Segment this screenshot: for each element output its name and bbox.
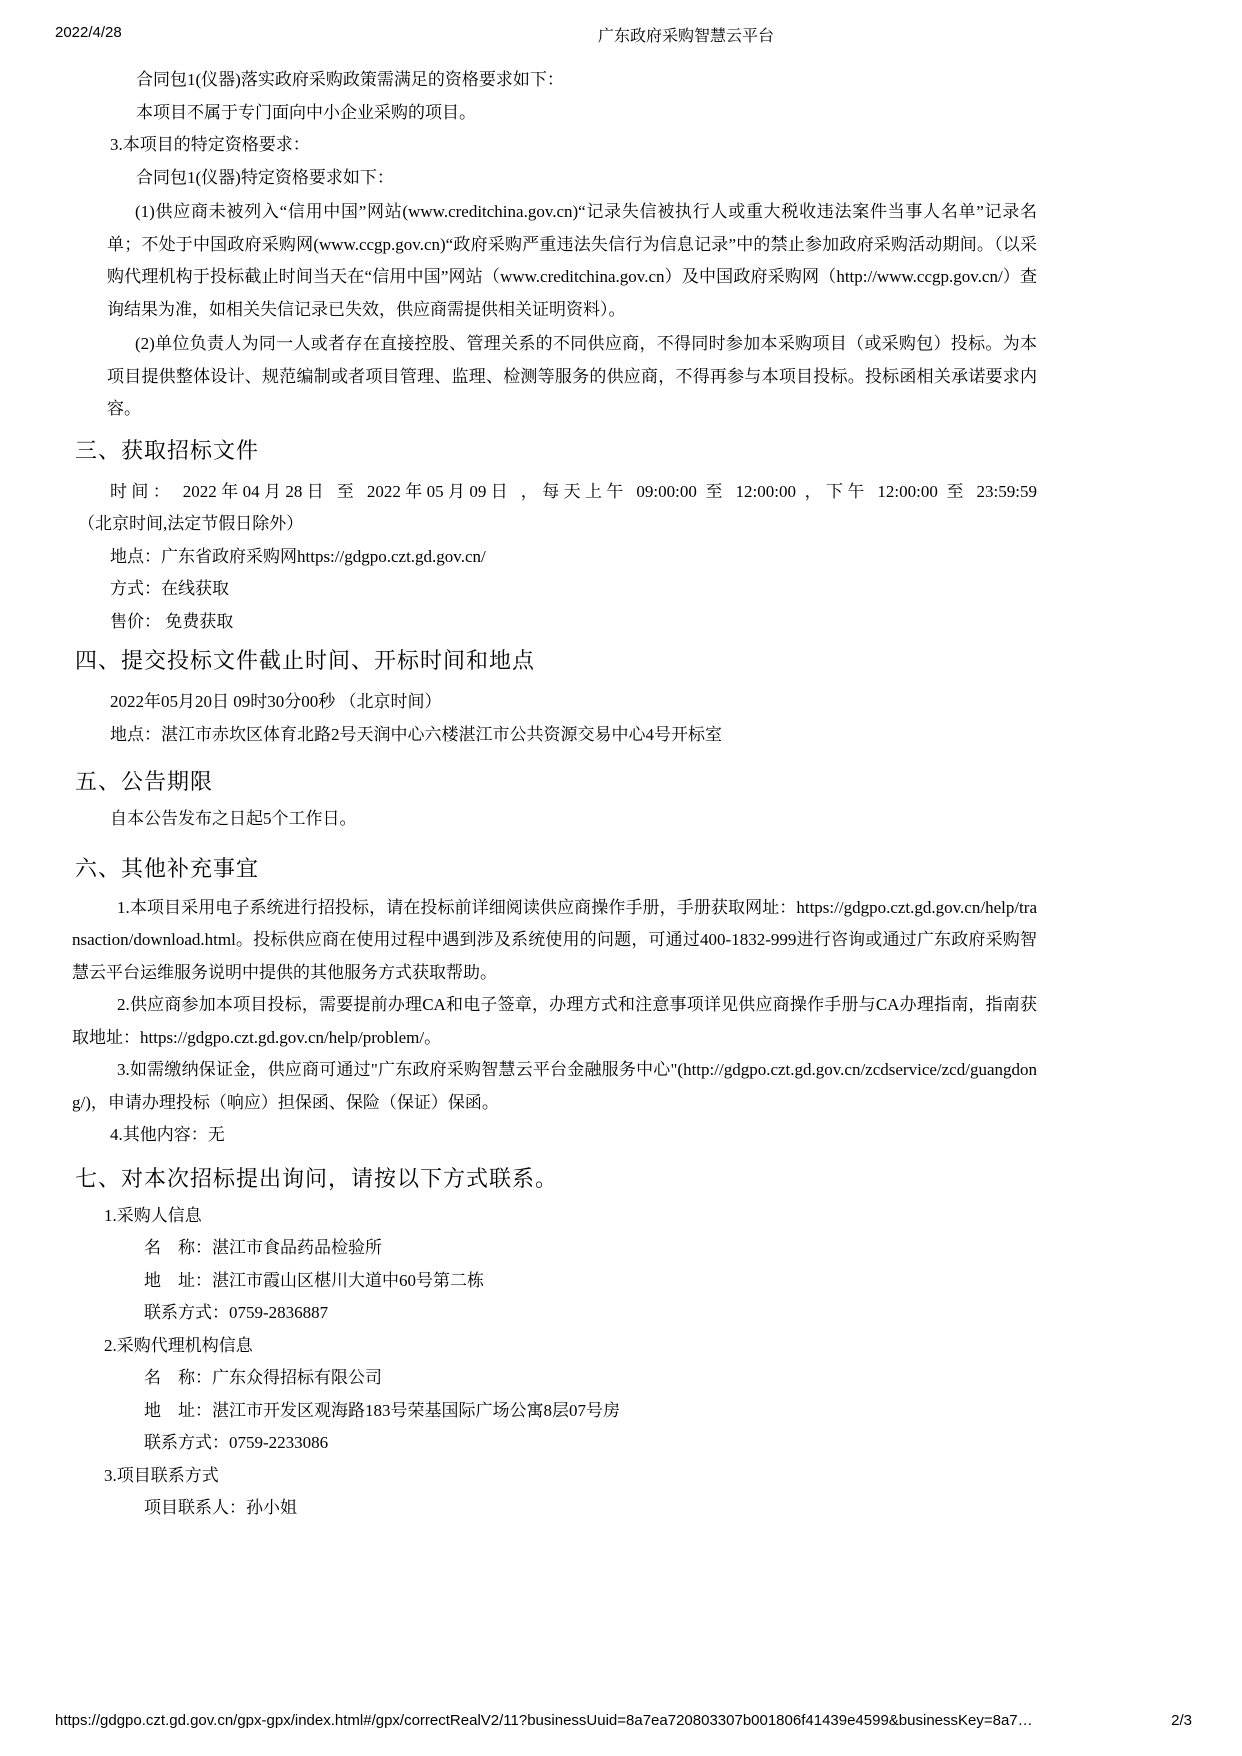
specific-qualification-title: 3.本项目的特定资格要求： xyxy=(110,135,310,154)
purchaser-name: 名 称：湛江市食品药品检验所 xyxy=(144,1238,382,1257)
print-header-site-title: 广东政府采购智慧云平台 xyxy=(598,28,775,45)
project-contact-title: 3.项目联系方式 xyxy=(104,1465,219,1485)
smes-note-line: 本项目不属于专门面向中小企业采购的项目。 xyxy=(136,102,476,122)
document-body xyxy=(72,56,1037,1525)
project-contact-person: 项目联系人：孙小姐 xyxy=(144,1498,297,1517)
supplement-item-2: 2.供应商参加本项目投标，需要提前办理CA和电子签章，办理方式和注意事项详见供应商操作手册与CA办理指南，指南获取地址：https://gdgpo.czt.gd.gov.cn/help/problem/。 xyxy=(72,995,1037,1047)
purchaser-contact: 联系方式：0759-2836887 xyxy=(144,1303,329,1322)
agency-name: 名 称：广东众得招标有限公司 xyxy=(144,1368,382,1387)
print-header-date: 2022/4/28 xyxy=(55,24,122,41)
same-leader-paragraph: (2)单位负责人为同一人或者存在直接控股、管理关系的不同供应商，不得同时参加本采购项目（或采购包）投标。为本项目提供整体设计、规范编制或者项目管理、监理、检测等服务的供应商，不得再参与本项目投标。投标函相关承诺要求内容。 xyxy=(107,334,1037,418)
bid-doc-time-note: （北京时间,法定节假日除外） xyxy=(78,514,304,533)
bid-doc-price: 售价： 免费获取 xyxy=(110,611,234,631)
bid-opening-location: 地点：湛江市赤坎区体育北路2号天润中心六楼湛江市公共资源交易中心4号开标室 xyxy=(110,724,722,744)
print-footer-page-number: 2/3 xyxy=(1171,1712,1192,1729)
announcement-period: 自本公告发布之日起5个工作日。 xyxy=(110,809,357,828)
bid-doc-method: 方式：在线获取 xyxy=(110,579,229,598)
supplier-credit-paragraph: (1)供应商未被列入“信用中国”网站(www.creditchina.gov.cn)“记录失信被执行人或重大税收违法案件当事人名单”记录名单；不处于中国政府采购网(www.ccgp.gov.cn)“政府采购严重违法失信行为信息记录”中的禁止参加政府采购活动期间。（以采购代理机构于投标截止时间当天在“信用中国”网站（www.creditchina.gov.cn）及中国政府采购网（http://www.ccgp.gov.cn/）查询结果为准，如相关失信记录已失效，供应商需提供相关证明资料）。 xyxy=(107,202,1037,319)
agency-contact: 联系方式：0759-2233086 xyxy=(144,1433,329,1452)
section-5-heading: 五、公告期限 xyxy=(75,769,214,794)
agency-address: 地 址：湛江市开发区观海路183号荣基国际广场公寓8层07号房 xyxy=(144,1400,620,1420)
supplement-item-3: 3.如需缴纳保证金，供应商可通过"广东政府采购智慧云平台金融服务中心"(http://gdgpo.czt.gd.gov.cn/zcdservice/zcd/guangdong/)，申请办理投标（响应）担保函、保险（保证）保函。 xyxy=(72,1060,1037,1112)
purchaser-info-title: 1.采购人信息 xyxy=(104,1205,202,1225)
print-footer-url: https://gdgpo.czt.gd.gov.cn/gpx-gpx/index.html#/gpx/correctRealV2/11?businessUuid=8a7ea720803307b001806f41439e4599&businessKey=8a7… xyxy=(55,1712,1033,1729)
package-requirement-line: 合同包1(仪器)特定资格要求如下： xyxy=(136,167,394,187)
section-4-heading: 四、提交投标文件截止时间、开标时间和地点 xyxy=(75,648,536,673)
supplement-item-1: 1.本项目采用电子系统进行招投标，请在投标前详细阅读供应商操作手册，手册获取网址：https://gdgpo.czt.gd.gov.cn/help/transaction/download.html。投标供应商在使用过程中遇到涉及系统使用的问题，可通过400-1832-999进行咨询或通过广东政府采购智慧云平台运维服务说明中提供的其他服务方式获取帮助。 xyxy=(72,897,1037,982)
qualification-policy-line: 合同包1(仪器)落实政府采购政策需满足的资格要求如下： xyxy=(136,70,564,89)
supplement-item-4: 4.其他内容：无 xyxy=(110,1125,225,1144)
bid-doc-time-line: 时间： 2022年04月28日 至 2022年05月09日 ，每天上午 09:00:00 至 12:00:00 ，下午 12:00:00 至 23:59:59 xyxy=(110,481,1037,501)
section-7-heading: 七、对本次招标提出询问，请按以下方式联系。 xyxy=(75,1165,559,1191)
bid-deadline: 2022年05月20日 09时30分00秒 （北京时间） xyxy=(110,692,442,711)
agency-info-title: 2.采购代理机构信息 xyxy=(104,1335,253,1355)
print-footer xyxy=(55,1712,1192,1729)
purchaser-address: 地 址：湛江市霞山区椹川大道中60号第二栋 xyxy=(144,1270,484,1290)
section-3-heading: 三、获取招标文件 xyxy=(75,437,260,463)
bid-doc-location: 地点：广东省政府采购网https://gdgpo.czt.gd.gov.cn/ xyxy=(110,546,486,566)
section-6-heading: 六、其他补充事宜 xyxy=(75,855,260,881)
